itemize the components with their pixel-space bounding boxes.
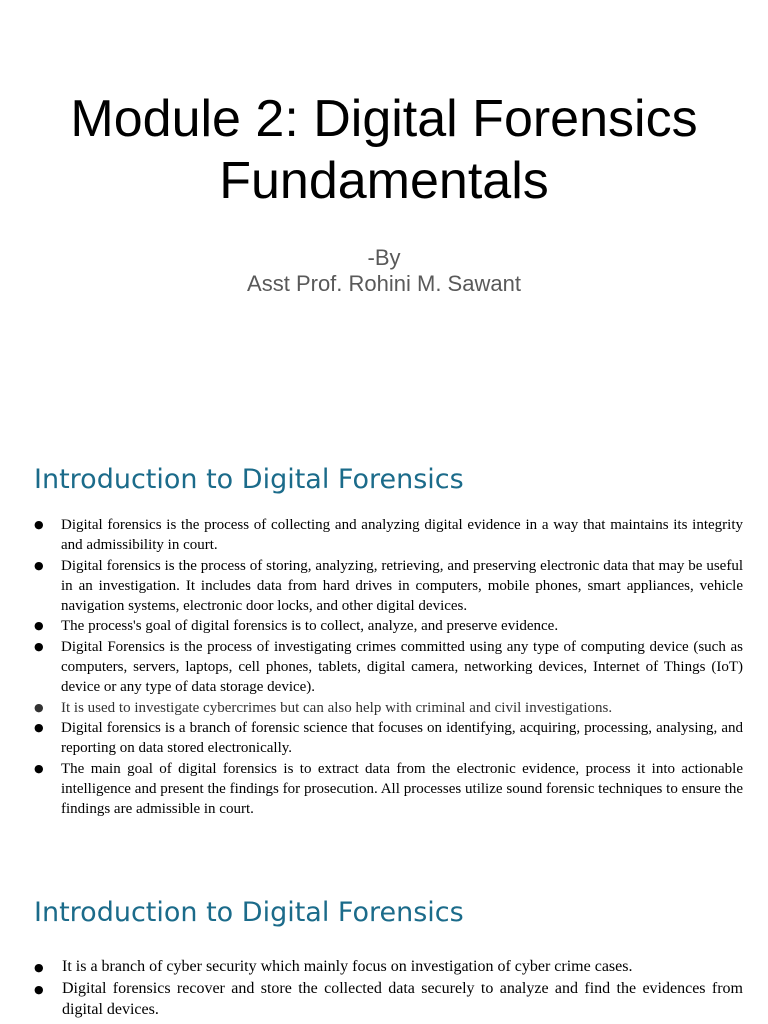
bullet-text: Digital forensics is a branch of forensic science that focuses on identifying, acquiring, processing, analysing, and reporting on data stored electronically. (61, 719, 743, 757)
slide-heading: Introduction to Digital Forensics (34, 897, 464, 928)
bullet-list (34, 956, 743, 1021)
bullet-item (34, 637, 743, 698)
bullet-icon: ● (34, 961, 44, 974)
bullet-text: Digital forensics is the process of collecting and analyzing digital evidence in a way that maintains its integrity and admissibility in court. (61, 517, 743, 554)
bullet-list (34, 515, 743, 819)
bullet-item (34, 556, 743, 617)
by-label: -By (367, 245, 401, 270)
slide-heading: Introduction to Digital Forensics (34, 464, 464, 495)
bullet-icon: ● (34, 639, 44, 653)
module-title-line-1: Module 2: Digital Forensics (70, 90, 698, 148)
bullet-text: It is used to investigate cybercrimes but can also help with criminal and civil investigations. (61, 699, 613, 716)
bullet-text: The main goal of digital forensics is to extract data from the electronic evidence, process it into actionable intelligence and present the findings for prosecution. All processes utilize sound forensic techniques to ensure the findings are admissible in court. (61, 760, 743, 818)
bullet-text: The process's goal of digital forensics is to collect, analyze, and preserve evidence. (61, 618, 559, 635)
bullet-icon: ● (34, 720, 44, 734)
bullet-item (34, 978, 743, 1021)
author-name: Asst Prof. Rohini M. Sawant (247, 271, 521, 296)
bullet-icon: ● (34, 619, 44, 633)
module-title (20, 88, 748, 212)
bullet-icon: ● (34, 518, 44, 531)
bullet-text: It is a branch of cyber security which mainly focus on investigation of cyber crime cases. (62, 958, 633, 975)
bullet-icon: ● (34, 558, 44, 572)
bullet-item (34, 698, 743, 718)
title-slide (0, 0, 768, 420)
bullet-text: Digital forensics is the process of storing, analyzing, retrieving, and preserving electronic data that may be useful in an investigation. It includes data from hard drives in computers, mobile phones, smart appliances, vehicle navigation systems, electronic door locks, and other digital devices. (61, 557, 743, 615)
bullet-item (34, 616, 743, 636)
bullet-item (34, 515, 743, 556)
bullet-icon: ● (34, 761, 44, 775)
bullet-item (34, 718, 743, 759)
bullet-text: Digital forensics recover and store the collected data securely to analyze and find the evidences from digital devices. (62, 979, 743, 1018)
author-byline (0, 245, 768, 297)
bullet-text: Digital Forensics is the process of investigating crimes committed using any type of computing device (such as computers, servers, laptops, cell phones, tablets, digital camera, networking devices, Internet of Things (IoT) device or any type of data storage device). (61, 638, 743, 696)
module-title-line-2: Fundamentals (219, 152, 549, 210)
bullet-item (34, 759, 743, 820)
bullet-item (34, 956, 743, 978)
bullet-icon: ● (34, 700, 44, 714)
bullet-icon: ● (34, 982, 44, 996)
